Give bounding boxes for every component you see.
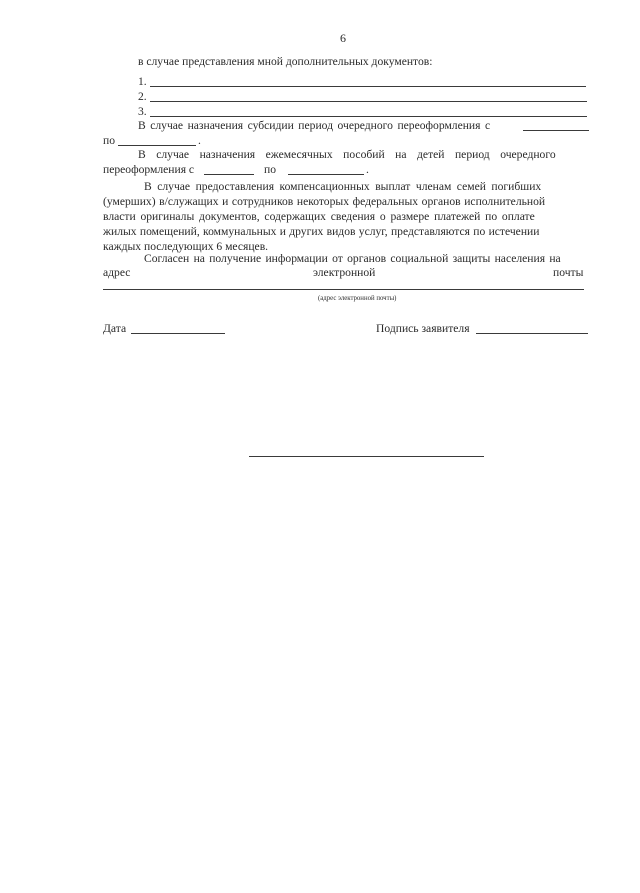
subsidy-from-field[interactable] xyxy=(523,130,589,131)
subsidy-to-field[interactable] xyxy=(118,145,196,146)
signature-field[interactable] xyxy=(476,333,588,334)
additional-docs-intro: в случае представления мной дополнительных документов: xyxy=(138,55,433,68)
closing-rule xyxy=(249,456,484,457)
subsidy-to-label: по xyxy=(103,134,116,147)
child-allowance-line1: В случае назначения ежемесячных пособий на детей период очередного xyxy=(138,148,556,161)
signature-label: Подпись заявителя xyxy=(376,322,470,335)
page-number: 6 xyxy=(340,31,346,45)
date-label: Дата xyxy=(103,322,127,335)
child-allowance-end: . xyxy=(366,163,369,176)
additional-doc-item-2 xyxy=(138,89,147,104)
additional-doc-line-2[interactable] xyxy=(150,101,587,102)
child-allowance-prefix: переоформления с xyxy=(103,163,195,176)
consent-word-mail: почты xyxy=(553,266,584,279)
compensation-line-5: каждых последующих 6 месяцев. xyxy=(103,240,269,253)
compensation-line-1: В случае предоставления компенсационных выплат членам семей погибших xyxy=(144,180,542,193)
additional-doc-line-3[interactable] xyxy=(150,116,587,117)
child-allowance-line2 xyxy=(103,162,194,177)
compensation-line-3: власти оригиналы документов, содержащих сведения о размере платежей по оплате xyxy=(103,210,535,223)
child-allowance-to-field[interactable] xyxy=(288,174,364,175)
consent-word-electronic: электронной xyxy=(313,266,376,279)
additional-doc-item-3 xyxy=(138,104,147,119)
additional-doc-item-number: 2. xyxy=(138,90,147,103)
additional-doc-item-number: 3. xyxy=(138,105,147,118)
consent-word-address: адрес xyxy=(103,266,131,279)
date-field[interactable] xyxy=(131,333,225,334)
compensation-line-4: жилых помещений, коммунальных и других видов услуг, представляются по истечении xyxy=(103,225,540,238)
additional-doc-item-number: 1. xyxy=(138,75,147,88)
subsidy-period-end: . xyxy=(198,134,201,147)
email-field[interactable] xyxy=(103,289,584,290)
consent-line-1: Согласен на получение информации от органов социальной защиты населения на xyxy=(144,252,561,265)
child-allowance-from-field[interactable] xyxy=(204,174,254,175)
email-caption: (адрес электронной почты) xyxy=(318,295,397,302)
subsidy-text: В случае назначения субсидии период очередного переоформления с xyxy=(138,119,491,132)
additional-doc-line-1[interactable] xyxy=(150,86,586,87)
additional-doc-item-1 xyxy=(138,74,147,89)
compensation-line-2: (умерших) в/служащих и сотрудников некоторых федеральных органов исполнительной xyxy=(103,195,546,208)
child-allowance-to-label: по xyxy=(264,163,277,176)
